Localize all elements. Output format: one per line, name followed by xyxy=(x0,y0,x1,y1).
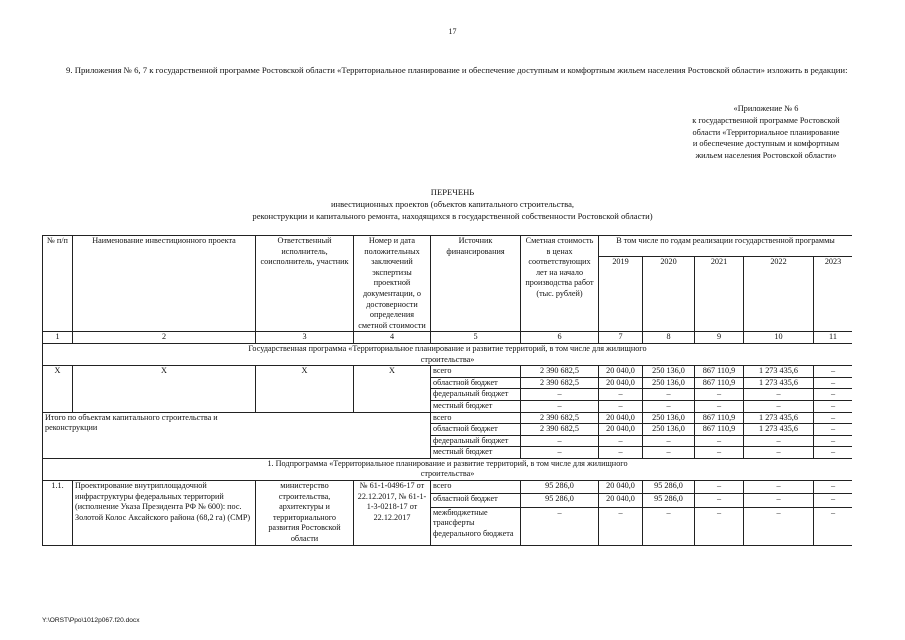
appendix-line-5: жильем населения Ростовской области» xyxy=(695,151,837,161)
appendix-line-4: и обеспечение доступным и комфортным xyxy=(692,139,840,149)
header-year: 2019 xyxy=(599,257,643,332)
value-cell: – xyxy=(814,400,853,412)
value-cell: – xyxy=(814,389,853,401)
value-cell: 1 273 435,6 xyxy=(744,412,814,424)
header-executor: Ответственный исполнитель, соисполнитель, участник xyxy=(256,236,354,332)
header-expertise: Номер и дата положительных заключений экспертизы проектной документации, о достоверности определения сметной стоимости xyxy=(354,236,431,332)
value-cell: 95 286,0 xyxy=(521,494,599,507)
column-number: 8 xyxy=(643,332,695,344)
value-cell: – xyxy=(521,507,599,545)
footer-file-path: Y:\ORST\Ppo\1012p067.f20.docx xyxy=(42,617,140,624)
section-subprogram-row xyxy=(43,458,853,480)
value-cell: – xyxy=(599,389,643,401)
value-cell: – xyxy=(814,377,853,389)
column-number: 4 xyxy=(354,332,431,344)
value-cell: – xyxy=(695,400,744,412)
funding-source: местный бюджет xyxy=(431,447,521,459)
project-expertise: № 61-1-0496-17 от 22.12.2017, № 61-1-1-3-0218-17 от 22.12.2017 xyxy=(354,481,431,546)
header-year: 2020 xyxy=(643,257,695,332)
value-cell: 2 390 682,5 xyxy=(521,377,599,389)
value-cell: – xyxy=(695,494,744,507)
column-number: 3 xyxy=(256,332,354,344)
value-cell: – xyxy=(643,447,695,459)
value-cell: – xyxy=(599,447,643,459)
header-year: 2023 xyxy=(814,257,853,332)
value-cell: – xyxy=(643,389,695,401)
value-cell: 867 110,9 xyxy=(695,412,744,424)
value-cell: – xyxy=(744,400,814,412)
investment-projects-table xyxy=(42,235,852,546)
value-cell: – xyxy=(599,400,643,412)
heading-line-3: реконструкции и капитального ремонта, находящихся в государственной собственности Ростовской области) xyxy=(252,211,653,221)
section-program-title: Государственная программа «Территориальное планирование и развитие территорий, в том числе для жилищного строительства» xyxy=(43,343,853,365)
value-cell: 2 390 682,5 xyxy=(521,412,599,424)
project-name: Проектирование внутриплощадочной инфраструктуры федеральных территорий (исполнение Указа Президента РФ № 600): пос. Золотой Колос Аксайского района (68,2 га) (СМР) xyxy=(73,481,256,546)
page-number: 17 xyxy=(448,27,457,36)
funding-source: федеральный бюджет xyxy=(431,435,521,447)
value-cell: – xyxy=(599,435,643,447)
value-cell: 250 136,0 xyxy=(643,424,695,436)
program-num-mark: X xyxy=(43,366,73,412)
value-cell: – xyxy=(695,481,744,494)
column-number: 1 xyxy=(43,332,73,344)
column-number: 10 xyxy=(744,332,814,344)
value-cell: 250 136,0 xyxy=(643,412,695,424)
funding-source: межбюджетные трансферты федерального бюджета xyxy=(431,507,521,545)
document-heading xyxy=(0,186,905,222)
funding-source: областной бюджет xyxy=(431,377,521,389)
program-expertise-mark: X xyxy=(354,366,431,412)
value-cell: 867 110,9 xyxy=(695,424,744,436)
funding-source: местный бюджет xyxy=(431,400,521,412)
program-executor-mark: X xyxy=(256,366,354,412)
value-cell: 2 390 682,5 xyxy=(521,424,599,436)
value-cell: – xyxy=(814,435,853,447)
table-row xyxy=(43,366,853,378)
value-cell: – xyxy=(744,447,814,459)
funding-source: всего xyxy=(431,366,521,378)
value-cell: 250 136,0 xyxy=(643,377,695,389)
value-cell: 867 110,9 xyxy=(695,366,744,378)
project-executor: министерство строительства, архитектуры и территориального развития Ростовской области xyxy=(256,481,354,546)
value-cell: – xyxy=(814,481,853,494)
table-header-row xyxy=(43,236,853,257)
value-cell: – xyxy=(744,435,814,447)
value-cell: 250 136,0 xyxy=(643,366,695,378)
heading-line-2: инвестиционных проектов (объектов капитального строительства, xyxy=(330,199,575,209)
value-cell: – xyxy=(521,389,599,401)
total-label: Итого по объектам капитального строительства и реконструкции xyxy=(43,412,431,458)
value-cell: 1 273 435,6 xyxy=(744,424,814,436)
funding-source: всего xyxy=(431,481,521,494)
column-number: 9 xyxy=(695,332,744,344)
value-cell: – xyxy=(643,507,695,545)
value-cell: – xyxy=(599,507,643,545)
column-number: 7 xyxy=(599,332,643,344)
funding-source: областной бюджет xyxy=(431,494,521,507)
investment-projects-table-wrap xyxy=(42,235,852,595)
column-number: 6 xyxy=(521,332,599,344)
header-year: 2021 xyxy=(695,257,744,332)
column-number: 11 xyxy=(814,332,853,344)
funding-source: федеральный бюджет xyxy=(431,389,521,401)
table-row xyxy=(43,481,853,494)
value-cell: 95 286,0 xyxy=(643,494,695,507)
value-cell: – xyxy=(695,435,744,447)
header-years-group: В том числе по годам реализации государственной программы xyxy=(599,236,853,257)
value-cell: 20 040,0 xyxy=(599,494,643,507)
value-cell: – xyxy=(814,507,853,545)
value-cell: – xyxy=(521,447,599,459)
value-cell: 95 286,0 xyxy=(521,481,599,494)
value-cell: – xyxy=(814,424,853,436)
value-cell: – xyxy=(521,400,599,412)
appendix-line-1: «Приложение № 6 xyxy=(733,104,799,113)
appendix-line-2: к государственной программе Ростовской xyxy=(692,115,840,125)
funding-source: областной бюджет xyxy=(431,424,521,436)
value-cell: 95 286,0 xyxy=(643,481,695,494)
value-cell: – xyxy=(521,435,599,447)
value-cell: 2 390 682,5 xyxy=(521,366,599,378)
header-cost: Сметная стоимость в ценах соответствующих лет на начало производства работ (тыс. рублей) xyxy=(521,236,599,332)
value-cell: – xyxy=(814,412,853,424)
header-name: Наименование инвестиционного проекта xyxy=(73,236,256,332)
value-cell: – xyxy=(643,435,695,447)
value-cell: 20 040,0 xyxy=(599,412,643,424)
value-cell: 20 040,0 xyxy=(599,366,643,378)
section-program-row xyxy=(43,343,853,365)
value-cell: 20 040,0 xyxy=(599,424,643,436)
project-num: 1.1. xyxy=(43,481,73,546)
value-cell: 867 110,9 xyxy=(695,377,744,389)
intro-paragraph: 9. Приложения № 6, 7 к государственной программе Ростовской области «Территориальное планирование и обеспечение доступным и комфортным жильем населения Ростовской области» изложить в редакции: xyxy=(66,65,848,75)
appendix-line-3: области «Территориальное планирование xyxy=(692,127,840,137)
heading-title: ПЕРЕЧЕНЬ xyxy=(430,187,475,197)
value-cell: – xyxy=(695,447,744,459)
value-cell: – xyxy=(814,366,853,378)
column-numbers-row xyxy=(43,332,853,344)
value-cell: – xyxy=(814,494,853,507)
table-row xyxy=(43,412,853,424)
program-name-mark: X xyxy=(73,366,256,412)
funding-source: всего xyxy=(431,412,521,424)
value-cell: 1 273 435,6 xyxy=(744,377,814,389)
value-cell: – xyxy=(643,400,695,412)
column-number: 2 xyxy=(73,332,256,344)
value-cell: 1 273 435,6 xyxy=(744,366,814,378)
header-source: Источник финансирования xyxy=(431,236,521,332)
section-subprogram-title: 1. Подпрограмма «Территориальное планирование и развитие территорий, в том числе для жилищного строительства» xyxy=(43,458,853,480)
header-year: 2022 xyxy=(744,257,814,332)
header-num: № п/п xyxy=(43,236,73,332)
value-cell: 20 040,0 xyxy=(599,481,643,494)
value-cell: 20 040,0 xyxy=(599,377,643,389)
appendix-label xyxy=(656,103,876,162)
value-cell: – xyxy=(744,507,814,545)
value-cell: – xyxy=(744,494,814,507)
value-cell: – xyxy=(695,507,744,545)
value-cell: – xyxy=(744,389,814,401)
value-cell: – xyxy=(695,389,744,401)
value-cell: – xyxy=(744,481,814,494)
column-number: 5 xyxy=(431,332,521,344)
value-cell: – xyxy=(814,447,853,459)
